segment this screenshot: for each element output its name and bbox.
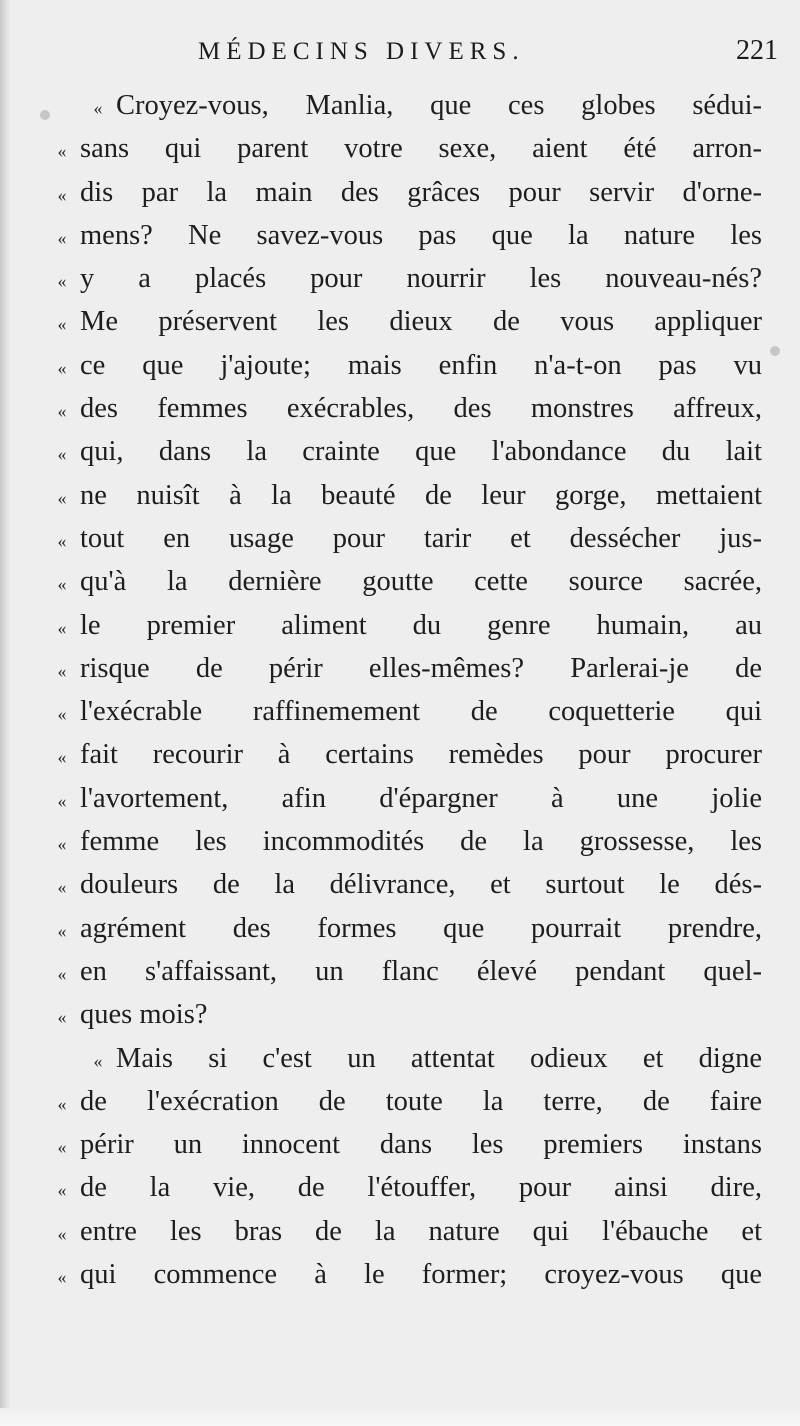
line-text: risque de périr elles-mêmes? Parlerai-je de	[80, 652, 762, 684]
text-line	[38, 950, 762, 993]
quote-mark: «	[57, 487, 67, 508]
quote-mark: «	[57, 1007, 67, 1028]
quote-mark: «	[57, 574, 67, 595]
quote-mark: «	[57, 530, 67, 551]
text-line	[38, 171, 762, 214]
line-text: qu'à la dernière goutte cette source sacrée,	[80, 566, 762, 598]
text-line	[38, 214, 762, 257]
line-text: de l'exécration de toute la terre, de faire	[80, 1085, 762, 1117]
quote-mark: «	[57, 660, 67, 681]
text-line	[38, 863, 762, 906]
text-line	[38, 1210, 762, 1253]
quote-mark: «	[57, 444, 67, 465]
quote-mark: «	[57, 617, 67, 638]
line-text: agrément des formes que pourrait prendre,	[80, 912, 762, 944]
line-text: l'exécrable raffinemement de coquetterie qui	[80, 696, 762, 728]
text-line	[38, 84, 762, 127]
line-text: l'avortement, afin d'épargner à une jolie	[80, 782, 762, 814]
line-text: de la vie, de l'étouffer, pour ainsi dire,	[80, 1172, 762, 1204]
page-number: 221	[736, 35, 778, 66]
line-text: des femmes exécrables, des monstres affreux,	[80, 393, 762, 425]
quote-mark: «	[57, 704, 67, 725]
line-text: femme les incommodités de la grossesse, les	[80, 826, 762, 858]
text-line	[38, 907, 762, 950]
line-text: dis par la main des grâces pour servir d'orne-	[80, 176, 762, 208]
line-text: ques mois?	[80, 999, 208, 1031]
line-text: Mais si c'est un attentat odieux et digne	[116, 1042, 762, 1074]
text-line	[38, 560, 762, 603]
text-line	[38, 777, 762, 820]
text-line	[38, 1253, 762, 1296]
quote-mark: «	[93, 98, 103, 118]
quote-mark: «	[57, 271, 67, 292]
text-line	[38, 300, 762, 343]
text-line	[38, 993, 762, 1036]
page-gutter-shadow	[0, 0, 10, 1426]
quote-mark: «	[57, 314, 67, 335]
line-text: Croyez-vous, Manlia, que ces globes sédui-	[116, 90, 762, 121]
text-line	[38, 733, 762, 776]
text-line	[38, 604, 762, 647]
quote-mark: «	[57, 1093, 67, 1114]
text-line	[38, 430, 762, 473]
text-line	[38, 517, 762, 560]
quote-mark: «	[57, 877, 67, 898]
page-bottom-edge	[0, 1408, 800, 1426]
line-text: fait recourir à certains remèdes pour procurer	[80, 739, 762, 771]
line-text: douleurs de la délivrance, et surtout le dés-	[80, 869, 762, 901]
text-line	[38, 690, 762, 733]
quote-mark: «	[57, 227, 67, 248]
line-text: en s'affaissant, un flanc élevé pendant quel-	[80, 955, 762, 987]
quote-mark: «	[57, 357, 67, 378]
text-line	[38, 127, 762, 170]
line-text: entre les bras de la nature qui l'ébauche et	[80, 1215, 762, 1247]
quote-mark: «	[57, 1180, 67, 1201]
line-text: qui commence à le former; croyez-vous que	[80, 1259, 762, 1291]
quote-mark: «	[57, 790, 67, 811]
text-line	[38, 344, 762, 387]
text-line	[38, 647, 762, 690]
line-text: mens? Ne savez-vous pas que la nature les	[80, 219, 762, 251]
text-line	[38, 474, 762, 517]
quote-mark: «	[57, 184, 67, 205]
quote-mark: «	[57, 1137, 67, 1158]
quote-mark: «	[57, 834, 67, 855]
line-text: sans qui parent votre sexe, aient été arron-	[80, 133, 762, 165]
body-text	[38, 84, 762, 1296]
quote-mark: «	[57, 747, 67, 768]
quote-mark: «	[57, 141, 67, 162]
text-line	[38, 1123, 762, 1166]
quote-mark: «	[57, 963, 67, 984]
line-text: Me préservent les dieux de vous appliquer	[80, 306, 762, 338]
paper-speck	[770, 346, 780, 356]
line-text: ce que j'ajoute; mais enfin n'a-t-on pas vu	[80, 349, 762, 381]
text-line	[38, 257, 762, 300]
line-text: tout en usage pour tarir et dessécher jus-	[80, 522, 762, 554]
quote-mark: «	[93, 1050, 103, 1071]
text-line	[38, 1166, 762, 1209]
running-title: MÉDECINS DIVERS.	[198, 38, 525, 65]
text-line	[38, 1080, 762, 1123]
text-line	[38, 387, 762, 430]
line-text: y a placés pour nourrir les nouveau-nés?	[80, 263, 762, 295]
line-text: le premier aliment du genre humain, au	[80, 609, 762, 641]
quote-mark: «	[57, 401, 67, 422]
text-line	[38, 1037, 762, 1080]
quote-mark: «	[57, 1223, 67, 1244]
quote-mark: «	[57, 1267, 67, 1288]
running-head	[190, 32, 780, 78]
line-text: qui, dans la crainte que l'abondance du lait	[80, 436, 762, 468]
quote-mark: «	[57, 920, 67, 941]
text-line	[38, 820, 762, 863]
line-text: ne nuisît à la beauté de leur gorge, mettaient	[80, 479, 762, 511]
line-text: périr un innocent dans les premiers instans	[80, 1129, 762, 1161]
